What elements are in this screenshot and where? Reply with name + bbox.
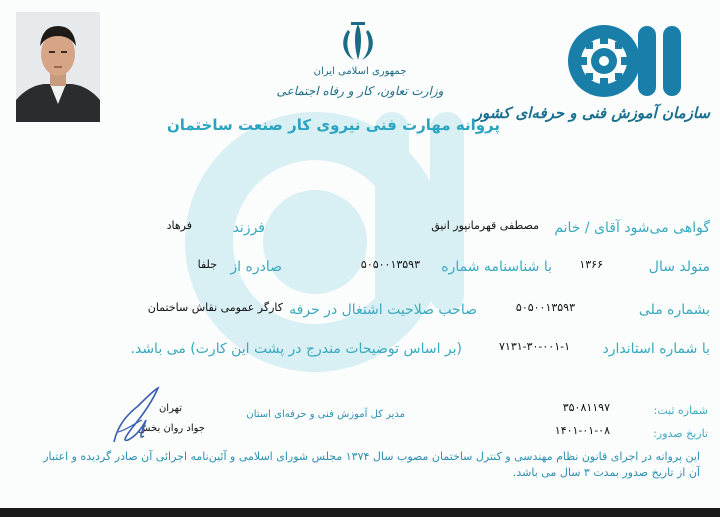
reg-number-label: شماره ثبت: xyxy=(653,404,708,417)
director-name: جواد روان بخش xyxy=(138,423,205,434)
iran-emblem-icon xyxy=(336,20,380,64)
holder-name: مصطفی قهرمانپور انیق xyxy=(431,219,539,232)
standard-suffix: (بر اساس توضیحات مندرج در پشت این کارت) می باشد. xyxy=(130,341,462,357)
issue-date-label: تاریخ صدور: xyxy=(653,427,708,440)
issue-date: ۱۴۰۱-۰۱-۰۸ xyxy=(554,424,610,437)
child-of-label: فرزند xyxy=(232,220,265,236)
bottom-bar xyxy=(0,508,720,517)
birth-year-label: متولد سال xyxy=(648,259,710,275)
issued-place: جلفا xyxy=(197,258,217,271)
director-city: تهران xyxy=(158,403,182,414)
reg-number: ۳۵۰۸۱۱۹۷ xyxy=(562,401,610,414)
id-number: ۵۰۵۰۰۱۳۵۹۳ xyxy=(360,258,420,271)
document-title: پروانه مهارت فنی نیروی کار صنعت ساختمان xyxy=(166,116,500,134)
issued-from-label: صادره از xyxy=(230,259,282,275)
standard-label: با شماره استاندارد xyxy=(602,341,710,357)
holder-photo xyxy=(16,12,100,122)
birth-year: ۱۳۶۶ xyxy=(579,258,603,271)
national-id: ۵۰۵۰۰۱۳۵۹۳ xyxy=(515,301,575,314)
certify-label: گواهی می‌شود آقای / خانم xyxy=(554,220,710,236)
competence-label: صاحب صلاحیت اشتغال در حرفه xyxy=(289,302,477,318)
national-id-label: بشماره ملی xyxy=(638,302,710,318)
standard-number: ۷۱۳۱-۳۰-۰۰۱-۱ xyxy=(499,340,570,353)
validity-note: این پروانه در اجرای قانون نظام مهندسی و کنترل ساختمان مصوب سال ۱۳۷۴ مجلس شورای اسلامی و آئین‌نامه اجرائی آن صادر گردیده و اعتبار آن از تاریخ صدور بمدت ۳ سال می باشد. xyxy=(43,450,700,479)
father-name: فرهاد xyxy=(166,219,192,232)
organization-name: سازمان آموزش فنی و حرفه‌ای کشور xyxy=(474,104,710,122)
signature-icon xyxy=(108,384,168,450)
person-photo-icon xyxy=(16,12,100,122)
government-line: جمهوری اسلامی ایران xyxy=(313,66,407,77)
director-title: مدیر کل آموزش فنی و حرفه‌ای استان xyxy=(246,409,405,420)
trade-name: کارگر عمومی نقاش ساختمان xyxy=(147,301,283,314)
tvto-gear-logo-icon xyxy=(566,22,686,100)
id-number-label: با شناسنامه شماره xyxy=(441,259,552,275)
ministry-line: وزارت تعاون، کار و رفاه اجتماعی xyxy=(276,84,444,98)
